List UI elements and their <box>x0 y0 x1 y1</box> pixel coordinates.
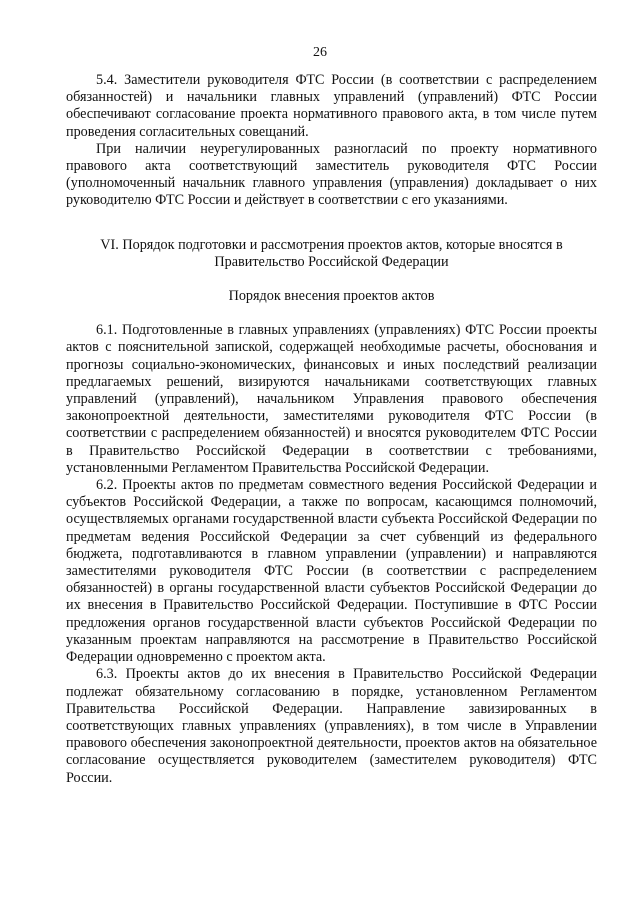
paragraph-disagreements: При наличии неурегулированных разногласий по проекту нормативного правового акта соответствующий заместитель руководителя ФТС России (уполномоченный начальник главного управления (управления) докладывает о них руководителю ФТС России и действует в соответствии с его указаниями. <box>66 140 597 209</box>
paragraph-6-2: 6.2. Проекты актов по предметам совместного ведения Российской Федерации и субъектов Российской Федерации, а также по вопросам, касающимся полномочий, осуществляемых органами государственной власти субъекта Российской Федерации по предметам ведения Российской Федерации за счет субвенций из федерального бюджета, подготавливаются в главном управлении (управлении) и направляются заместителями руководителя ФТС России (в соответствии с распределением обязанностей) в органы государственной власти субъектов Российской Федерации до их внесения в Правительство Российской Федерации. Поступившие в ФТС России предложения органов государственной власти субъектов Российской Федерации по указанным проектам направляются на рассмотрение в Правительство Российской Федерации одновременно с проектом акта. <box>66 477 597 666</box>
section-heading-line-1: VI. Порядок подготовки и рассмотрения проектов актов, которые вносятся в <box>100 236 563 253</box>
section-heading-line-2: Правительство Российской Федерации <box>214 253 449 270</box>
page-number: 26 <box>313 45 327 60</box>
paragraph-6-3: 6.3. Проекты актов до их внесения в Правительство Российской Федерации подлежат обязательному согласованию в порядке, установленном Регламентом Правительства Российской Федерации. Направление завизированных в соответствующих главных управлениях (управлениях), в том числе в Управлении правового обеспечения законопроектной деятельности, проектов актов на обязательное согласование осуществляется руководителем (заместителем руководителя) ФТС России. <box>66 666 597 786</box>
subheading: Порядок внесения проектов актов <box>228 288 435 305</box>
paragraph-6-1: 6.1. Подготовленные в главных управлениях (управлениях) ФТС России проекты актов с пояснительной запиской, содержащей необходимые расчеты, обоснования и прогнозы социально-экономических, финансовых и иных последствий реализации предлагаемых решений, визируются начальниками соответствующих главных управлений (управлений), начальником Управления правового обеспечения законопроектной деятельности, заместителями руководителя ФТС России (в соответствии с распределением обязанностей) и вносятся руководителем ФТС России в Правительство Российской Федерации в соответствии с требованиями, установленными Регламентом Правительства Российской Федерации. <box>66 322 597 476</box>
paragraph-5-4: 5.4. Заместители руководителя ФТС России (в соответствии с распределением обязанностей) и начальники главных управлений (управлений) ФТС России обеспечивают согласование проекта нормативного правового акта, в том числе путем проведения согласительных совещаний. <box>66 72 597 140</box>
document-body <box>66 72 597 787</box>
